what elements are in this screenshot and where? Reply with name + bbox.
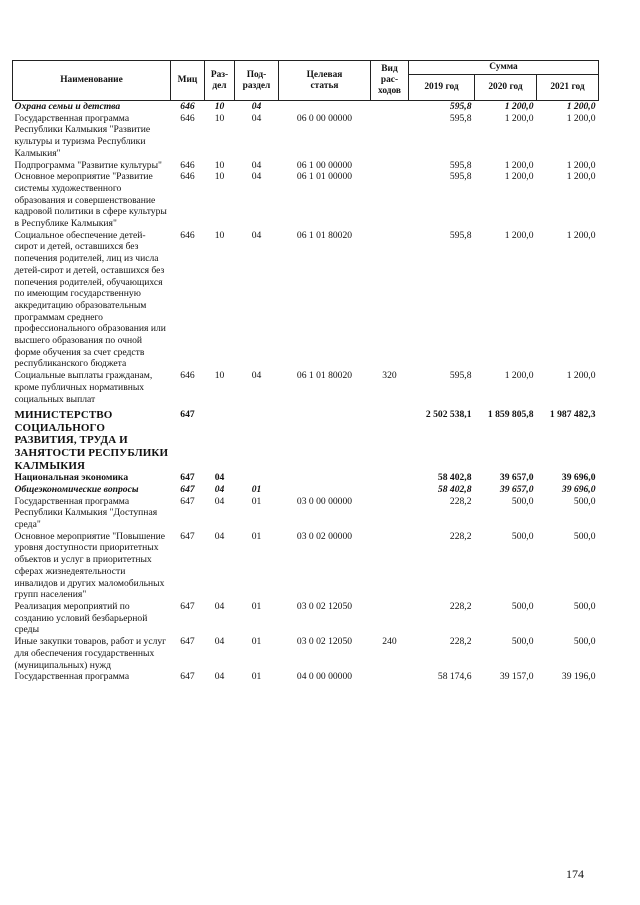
row-razdel: 10	[214, 229, 225, 241]
header-podrazdel: Под- раздел	[235, 61, 279, 101]
row-mits: 647	[180, 495, 195, 507]
row-razdel: 04	[214, 636, 225, 648]
row-podrazdel: 01	[251, 530, 262, 542]
row-name: Реализация мероприятий по созданию условий безбарьерной среды	[14, 600, 148, 636]
row-podrazdel: 04	[251, 370, 262, 382]
table-row	[13, 484, 599, 496]
row-vid	[371, 101, 409, 113]
table-row	[13, 496, 599, 531]
row-sum-2021: 500,0	[573, 636, 596, 648]
row-vid: 320	[382, 370, 397, 382]
row-sum-2020: 39 157,0	[499, 671, 534, 683]
header-year-2021: 2021 год	[537, 75, 599, 101]
header-statya: Целевая статья	[279, 61, 371, 101]
row-mits: 646	[180, 171, 195, 183]
row-sum-2019: 228,2	[449, 636, 472, 648]
row-vid	[371, 496, 409, 531]
row-podrazdel: 01	[251, 495, 262, 507]
row-statya: 03 0 02 12050	[296, 600, 353, 612]
row-name: Социальное обеспечение детей-сирот и детей, оставшихся без попечения родителей, лиц из числа детей-сирот и детей, оставшихся без попечения родителей, обучающихся по имеющим государственную аккредитацию образовательным программам среднего профессионального образования или высшего образования по очной форме обучения за счет средств республиканского бюджета	[14, 229, 166, 370]
row-sum-2021: 39 196,0	[561, 671, 596, 683]
row-razdel: 10	[214, 112, 225, 124]
row-name: Государственная программа Республики Калмыкия "Доступная среда"	[14, 495, 158, 531]
table-row	[13, 101, 599, 113]
header-year-2020: 2020 год	[475, 75, 537, 101]
row-razdel: 04	[214, 472, 225, 484]
row-vid	[371, 171, 409, 230]
row-mits: 647	[180, 409, 195, 421]
row-vid: 240	[382, 636, 397, 648]
header-year-2019: 2019 год	[409, 75, 475, 101]
table-row	[13, 113, 599, 160]
row-sum-2019: 595,8	[449, 159, 472, 171]
row-vid	[371, 113, 409, 160]
row-mits: 647	[180, 636, 195, 648]
row-mits: 646	[180, 229, 195, 241]
header-razdel: Раз- дел	[205, 61, 235, 101]
row-podrazdel: 04	[251, 171, 262, 183]
row-sum-2020: 1 859 805,8	[487, 409, 534, 421]
row-name: Иные закупки товаров, работ и услуг для обеспечения государственных (муниципальных) нужд	[14, 636, 167, 671]
row-statya	[279, 484, 371, 496]
row-name: Основное мероприятие "Повышение уровня доступности приоритетных объектов и услуг в приоритетных сферах жизнедеятельности инвалидов и других маломобильных групп населения"	[14, 530, 166, 601]
row-razdel: 04	[214, 495, 225, 507]
table-row	[13, 171, 599, 230]
row-sum-2019: 228,2	[449, 530, 472, 542]
row-podrazdel: 01	[251, 636, 262, 648]
row-statya: 06 1 01 80020	[296, 370, 353, 382]
row-name: Государственная программа Республики Калмыкия "Развитие культуры и туризма Республики Калмыкия"	[14, 112, 151, 159]
row-sum-2020: 500,0	[511, 530, 534, 542]
row-mits: 647	[180, 671, 195, 683]
row-sum-2019: 228,2	[449, 600, 472, 612]
row-name: Общеэкономические вопросы	[14, 483, 139, 495]
row-name: Охрана семьи и детства	[14, 101, 121, 112]
row-vid	[371, 230, 409, 370]
row-razdel: 10	[214, 101, 225, 112]
table-row	[13, 601, 599, 636]
row-statya: 04 0 00 00000	[296, 671, 353, 683]
table-row	[13, 230, 599, 370]
table-row	[13, 405, 599, 472]
row-podrazdel	[235, 405, 279, 472]
row-sum-2021: 1 200,0	[566, 101, 596, 112]
row-statya	[279, 472, 371, 484]
row-podrazdel: 01	[251, 600, 262, 612]
row-razdel: 10	[214, 171, 225, 183]
row-sum-2019: 58 402,8	[437, 472, 472, 484]
row-sum-2019: 58 174,6	[437, 671, 472, 683]
row-razdel: 04	[214, 600, 225, 612]
row-vid	[371, 160, 409, 172]
row-sum-2020: 1 200,0	[504, 159, 534, 171]
row-sum-2019: 2 502 538,1	[425, 409, 472, 421]
row-mits: 647	[180, 530, 195, 542]
table-row	[13, 531, 599, 601]
row-podrazdel	[235, 472, 279, 484]
table-row	[13, 671, 599, 683]
row-statya: 06 0 00 00000	[296, 112, 353, 124]
row-sum-2020: 500,0	[511, 600, 534, 612]
row-mits: 646	[180, 159, 195, 171]
row-sum-2021: 500,0	[573, 600, 596, 612]
row-vid	[371, 531, 409, 601]
row-sum-2020: 39 657,0	[499, 472, 534, 484]
row-sum-2020: 39 657,0	[499, 483, 534, 495]
table-body	[13, 101, 599, 683]
row-sum-2019: 595,8	[449, 370, 472, 382]
row-vid	[371, 484, 409, 496]
row-vid	[371, 472, 409, 484]
row-sum-2020: 1 200,0	[504, 229, 534, 241]
row-sum-2019: 595,8	[449, 101, 472, 112]
row-sum-2020: 1 200,0	[504, 370, 534, 382]
row-sum-2020: 1 200,0	[504, 112, 534, 124]
row-sum-2021: 1 200,0	[566, 171, 596, 183]
row-mits: 647	[180, 600, 195, 612]
row-sum-2021: 1 200,0	[566, 370, 596, 382]
table-row	[13, 636, 599, 671]
row-mits: 646	[180, 101, 195, 112]
budget-table	[12, 60, 599, 683]
budget-table-sheet	[12, 60, 598, 683]
row-vid	[371, 601, 409, 636]
header-name: Наименование	[13, 61, 171, 101]
page-number: 174	[566, 867, 584, 881]
row-mits: 646	[180, 370, 195, 382]
row-sum-2019: 595,8	[449, 171, 472, 183]
table-row	[13, 160, 599, 172]
row-statya: 06 1 00 00000	[296, 159, 353, 171]
row-podrazdel: 01	[251, 671, 262, 683]
row-vid	[371, 671, 409, 683]
row-mits: 646	[180, 112, 195, 124]
row-podrazdel: 04	[251, 159, 262, 171]
row-name: МИНИСТЕРСТВО СОЦИАЛЬНОГО РАЗВИТИЯ, ТРУДА И ЗАНЯТОСТИ РЕСПУБЛИКИ КАЛМЫКИЯ	[14, 409, 169, 472]
header-summa: Сумма	[409, 61, 599, 75]
row-statya	[279, 101, 371, 113]
row-name: Государственная программа	[14, 671, 130, 683]
row-sum-2021: 39 696,0	[561, 472, 596, 484]
row-sum-2019: 595,8	[449, 229, 472, 241]
table-row	[13, 370, 599, 405]
row-sum-2021: 500,0	[573, 530, 596, 542]
row-podrazdel: 04	[251, 112, 262, 124]
row-razdel: 10	[214, 370, 225, 382]
row-sum-2021: 1 987 482,3	[549, 409, 596, 421]
row-sum-2019: 228,2	[449, 495, 472, 507]
row-sum-2020: 500,0	[511, 636, 534, 648]
row-podrazdel: 04	[251, 229, 262, 241]
row-statya: 06 1 01 00000	[296, 171, 353, 183]
row-sum-2021: 1 200,0	[566, 229, 596, 241]
row-name: Социальные выплаты гражданам, кроме публичных нормативных социальных выплат	[14, 370, 153, 405]
row-sum-2019: 595,8	[449, 112, 472, 124]
header-vid: Вид рас- ходов	[371, 61, 409, 101]
row-razdel: 04	[214, 530, 225, 542]
row-razdel: 10	[214, 159, 225, 171]
row-sum-2021: 1 200,0	[566, 159, 596, 171]
row-sum-2021: 39 696,0	[561, 483, 596, 495]
row-sum-2020: 1 200,0	[504, 171, 534, 183]
row-razdel: 04	[214, 671, 225, 683]
table-row	[13, 472, 599, 484]
row-sum-2019: 58 402,8	[437, 483, 472, 495]
table-header	[13, 61, 599, 101]
row-sum-2021: 500,0	[573, 495, 596, 507]
row-podrazdel: 04	[251, 101, 262, 112]
row-name: Национальная экономика	[14, 472, 129, 484]
header-mits: Миц	[171, 61, 205, 101]
row-statya: 03 0 02 12050	[296, 636, 353, 648]
row-statya: 06 1 01 80020	[296, 229, 353, 241]
row-vid	[371, 405, 409, 472]
row-statya: 03 0 00 00000	[296, 495, 353, 507]
row-sum-2021: 1 200,0	[566, 112, 596, 124]
row-mits: 647	[180, 483, 195, 495]
row-razdel: 04	[214, 483, 225, 495]
row-sum-2020: 500,0	[511, 495, 534, 507]
row-name: Подпрограмма "Развитие культуры"	[14, 159, 162, 171]
row-sum-2020: 1 200,0	[504, 101, 534, 112]
row-statya	[279, 405, 371, 472]
row-razdel	[205, 405, 235, 472]
row-podrazdel: 01	[251, 483, 262, 495]
row-mits: 647	[180, 472, 195, 484]
row-name: Основное мероприятие "Развитие системы художественного образования и совершенствование кадровой политики в сфере культуры в Республике Калмыкия"	[14, 171, 167, 230]
row-statya: 03 0 02 00000	[296, 530, 353, 542]
